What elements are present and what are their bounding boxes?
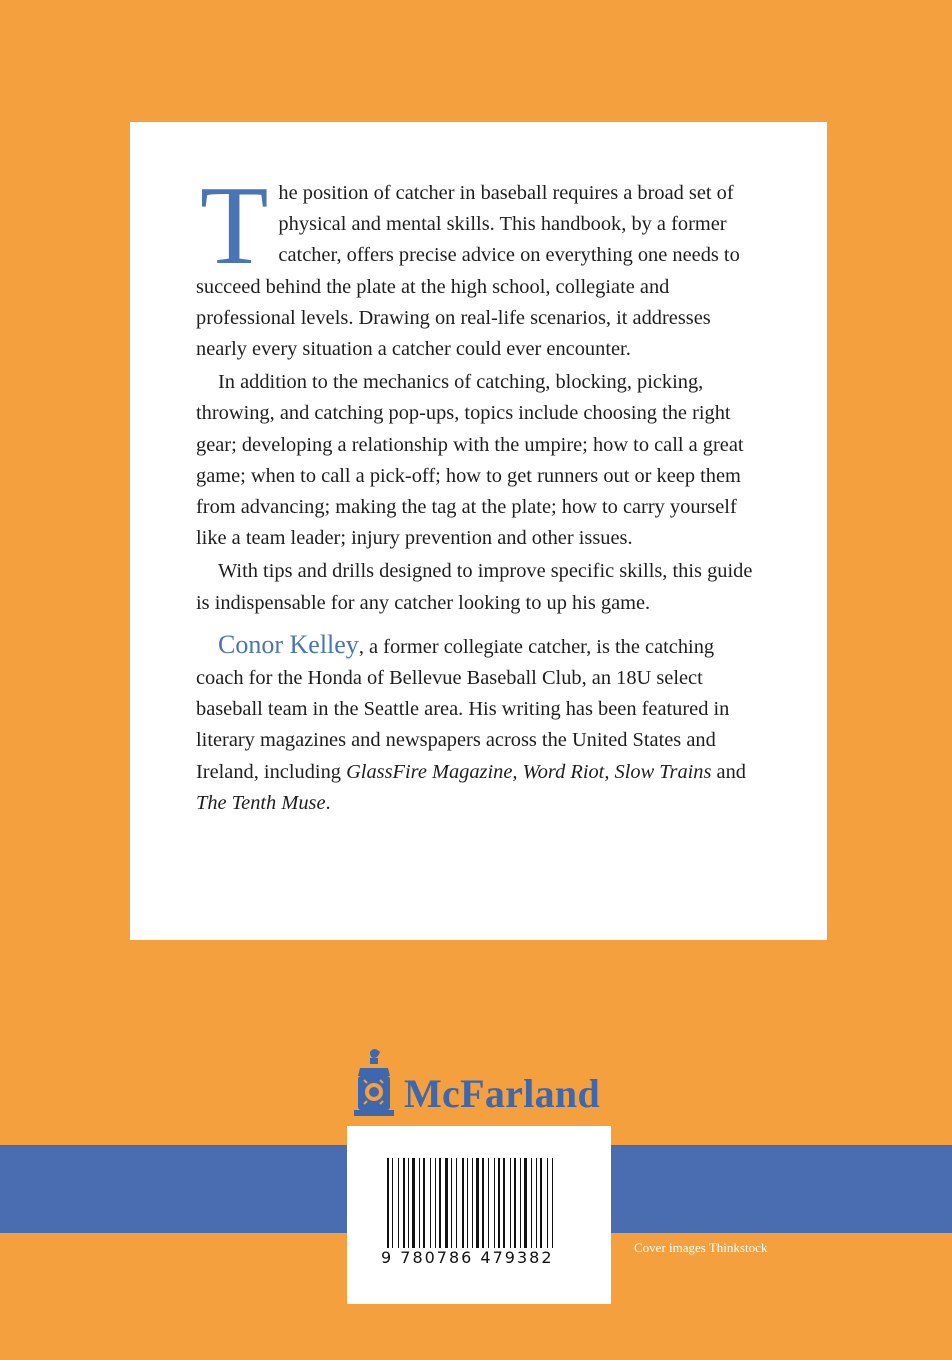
barcode-bar: [524, 1158, 527, 1248]
barcode-bar: [387, 1158, 389, 1248]
barcode-bar: [435, 1158, 436, 1248]
barcode-bar: [451, 1158, 452, 1248]
bio-end: .: [325, 791, 331, 814]
barcode-bar: [510, 1158, 511, 1248]
barcode-bar: [552, 1158, 553, 1248]
blurb-paragraph-2: In addition to the mechanics of catching, blocking, picking, throwing, and catching pop-ups, topics include choosing the right gear; developing a relationship with the umpire; how to call a great game; when to call a pick-off; how to get runners out or keep them from advancing; making the tag at the plate; how to carry yourself like a team leader; injury prevention and other issues.: [196, 371, 744, 550]
barcode-bar: [403, 1158, 405, 1248]
barcode-bar: [503, 1158, 505, 1248]
isbn-number: 9 780786 479382: [381, 1248, 554, 1267]
blurb-paragraph-1: [196, 164, 766, 365]
blurb-text: [196, 164, 766, 819]
barcode-bar: [540, 1158, 542, 1248]
barcode-bar: [398, 1158, 399, 1248]
bio-and: and: [711, 760, 746, 783]
bio-titles-2: The Tenth Muse: [196, 791, 326, 814]
drop-cap: T: [200, 164, 269, 288]
barcode: [387, 1158, 579, 1248]
barcode-bar: [408, 1158, 409, 1248]
lantern-icon: [350, 1048, 398, 1118]
barcode-bar: [472, 1158, 473, 1248]
barcode-bar: [498, 1158, 500, 1248]
blurb-paragraph-3: With tips and drills designed to improve specific skills, this guide is indispensable for any catcher looking to up his game.: [196, 560, 753, 614]
barcode-bar: [494, 1158, 495, 1248]
bio-titles-1: GlassFire Magazine, Word Riot, Slow Trains: [346, 760, 712, 783]
barcode-bar: [423, 1158, 425, 1248]
barcode-bar: [482, 1158, 484, 1248]
barcode-bar: [430, 1158, 431, 1248]
bio-text: , a former collegiate catcher, is the catching coach for the Honda of Bellevue Baseball Club, an 18U select baseball team in the Seattle area. His writing has been featured in literary magazines and newspapers across the United States and Ireland, including: [196, 635, 730, 783]
barcode-bar: [531, 1158, 532, 1248]
barcode-bar: [392, 1158, 393, 1248]
cover-credit: Cover images Thinkstock: [634, 1240, 768, 1255]
publisher-name: McFarland: [404, 1071, 601, 1116]
barcode-bar: [462, 1158, 464, 1248]
barcode-bar: [445, 1158, 448, 1248]
barcode-bar: [536, 1158, 537, 1248]
barcode-bar: [547, 1158, 548, 1248]
barcode-bar: [488, 1158, 489, 1248]
author-name: Conor Kelley: [218, 629, 359, 659]
barcode-bar: [419, 1158, 420, 1248]
barcode-bar: [439, 1158, 441, 1248]
barcode-bar: [520, 1158, 521, 1248]
barcode-bar: [476, 1158, 479, 1248]
blurb-panel: [130, 122, 827, 940]
barcode-bar: [467, 1158, 468, 1248]
barcode-box: [347, 1126, 611, 1304]
publisher-logo: [350, 1048, 620, 1118]
blurb-paragraph-1-text: he position of catcher in baseball requires a broad set of physical and mental skills. This handbook, by a former catcher, offers precise advice on everything one needs to succeed behind the plate at the high school, collegiate and professional levels. Drawing on real-life scenarios, it addresses nearly every situation a catcher could ever encounter.: [196, 182, 740, 361]
barcode-bar: [412, 1158, 415, 1248]
barcode-bar: [514, 1158, 516, 1248]
barcode-bar: [456, 1158, 457, 1248]
author-bio: [196, 629, 766, 819]
